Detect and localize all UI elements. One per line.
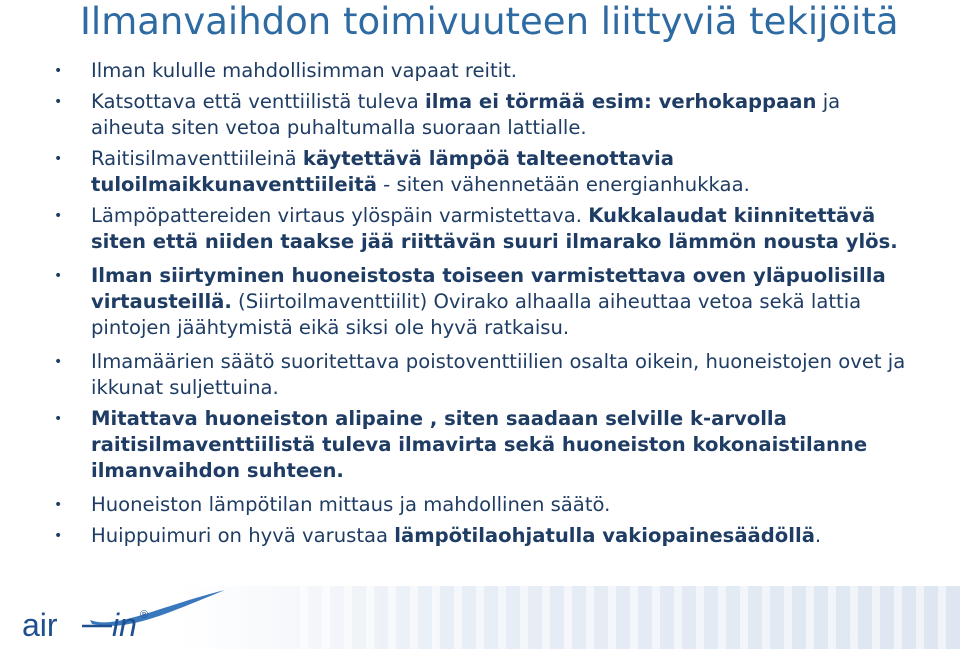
slide-title: Ilmanvaihdon toimivuuteen liittyviä tekijöitä — [80, 0, 899, 43]
bullet-item — [48, 492, 908, 518]
bullet-item — [48, 523, 908, 549]
bullet-dot: • — [54, 63, 63, 79]
bullet-dot: • — [54, 497, 63, 513]
bullet-dot: • — [54, 94, 63, 110]
bullet-text: (Siirtoilmaventtiilit) Ovirako alhaalla aiheuttaa vetoa sekä lattia pintojen jäähtymistä eikä siksi ole hyvä ratkaisu. — [91, 290, 862, 339]
bullet-item — [48, 349, 908, 401]
bullet-text: Lämpöpattereiden virtaus ylöspäin varmistettava. — [91, 204, 589, 227]
bullet-item — [48, 203, 908, 255]
bullet-item — [48, 146, 908, 198]
bullet-text-bold: ilma ei törmää esim: verhokappaan — [425, 90, 817, 113]
bullet-text: Huippuimuri on hyvä varustaa — [91, 524, 395, 547]
logo-swoosh — [90, 590, 225, 626]
bullet-text: Katsottava että venttiilistä tuleva — [91, 90, 426, 113]
bullet-item — [48, 89, 908, 141]
bullet-dot: • — [54, 208, 63, 224]
footer-stripes — [300, 586, 960, 649]
bullet-text: ja aiheuta siten vetoa puhaltumalla suoraan lattialle. — [91, 90, 841, 139]
bullet-text: Ilman kululle mahdollisimman vapaat reitit. — [91, 59, 518, 82]
bullet-item — [48, 406, 908, 484]
bullet-text-bold: Mitattava huoneiston alipaine , siten saadaan selville k-arvolla raitisilmaventtiilistä tuleva ilmavirta sekä huoneiston kokonaistilanne ilmanvaihdon suhteen. — [91, 407, 868, 482]
bullet-text-bold: lämpötilaohjatulla vakiopainesäädöllä — [394, 524, 815, 547]
bullet-item — [48, 263, 908, 341]
bullet-dot: • — [54, 151, 63, 167]
bullet-text: - siten vähennetään energianhukkaa. — [376, 173, 750, 196]
bullet-dot: • — [54, 268, 63, 284]
bullet-list — [48, 58, 908, 554]
bullet-text: Raitisilmaventtiileinä — [91, 147, 303, 170]
bullet-text-bold: Ilman siirtyminen huoneistosta toiseen varmistettava oven yläpuolisilla virtausteillä. — [91, 264, 886, 313]
bullet-text-bold: Kukkalaudat kiinnitettävä siten että niiden taakse jää riittävän suuri ilmarako lämmön nousta ylös. — [91, 204, 898, 253]
air-in-logo — [20, 586, 230, 646]
bullet-item — [48, 58, 908, 84]
bullet-dot: • — [54, 411, 63, 427]
bullet-text: . — [814, 524, 822, 547]
bullet-text: Huoneiston lämpötilan mittaus ja mahdollinen säätö. — [91, 493, 611, 516]
footer-band — [0, 586, 960, 649]
logo-text-in: in — [112, 607, 137, 643]
bullet-dot: • — [54, 354, 63, 370]
bullet-dot: • — [54, 528, 63, 544]
logo-text-air: air — [22, 607, 58, 643]
bullet-text-bold: käytettävä lämpöä talteenottavia tuloilmaikkunaventtiileitä — [91, 147, 674, 196]
bullet-text: Ilmamäärien säätö suoritettava poistoventtiilien osalta oikein, huoneistojen ovet ja ikkunat suljettuina. — [91, 350, 906, 399]
logo-registered-mark: ® — [140, 609, 149, 621]
